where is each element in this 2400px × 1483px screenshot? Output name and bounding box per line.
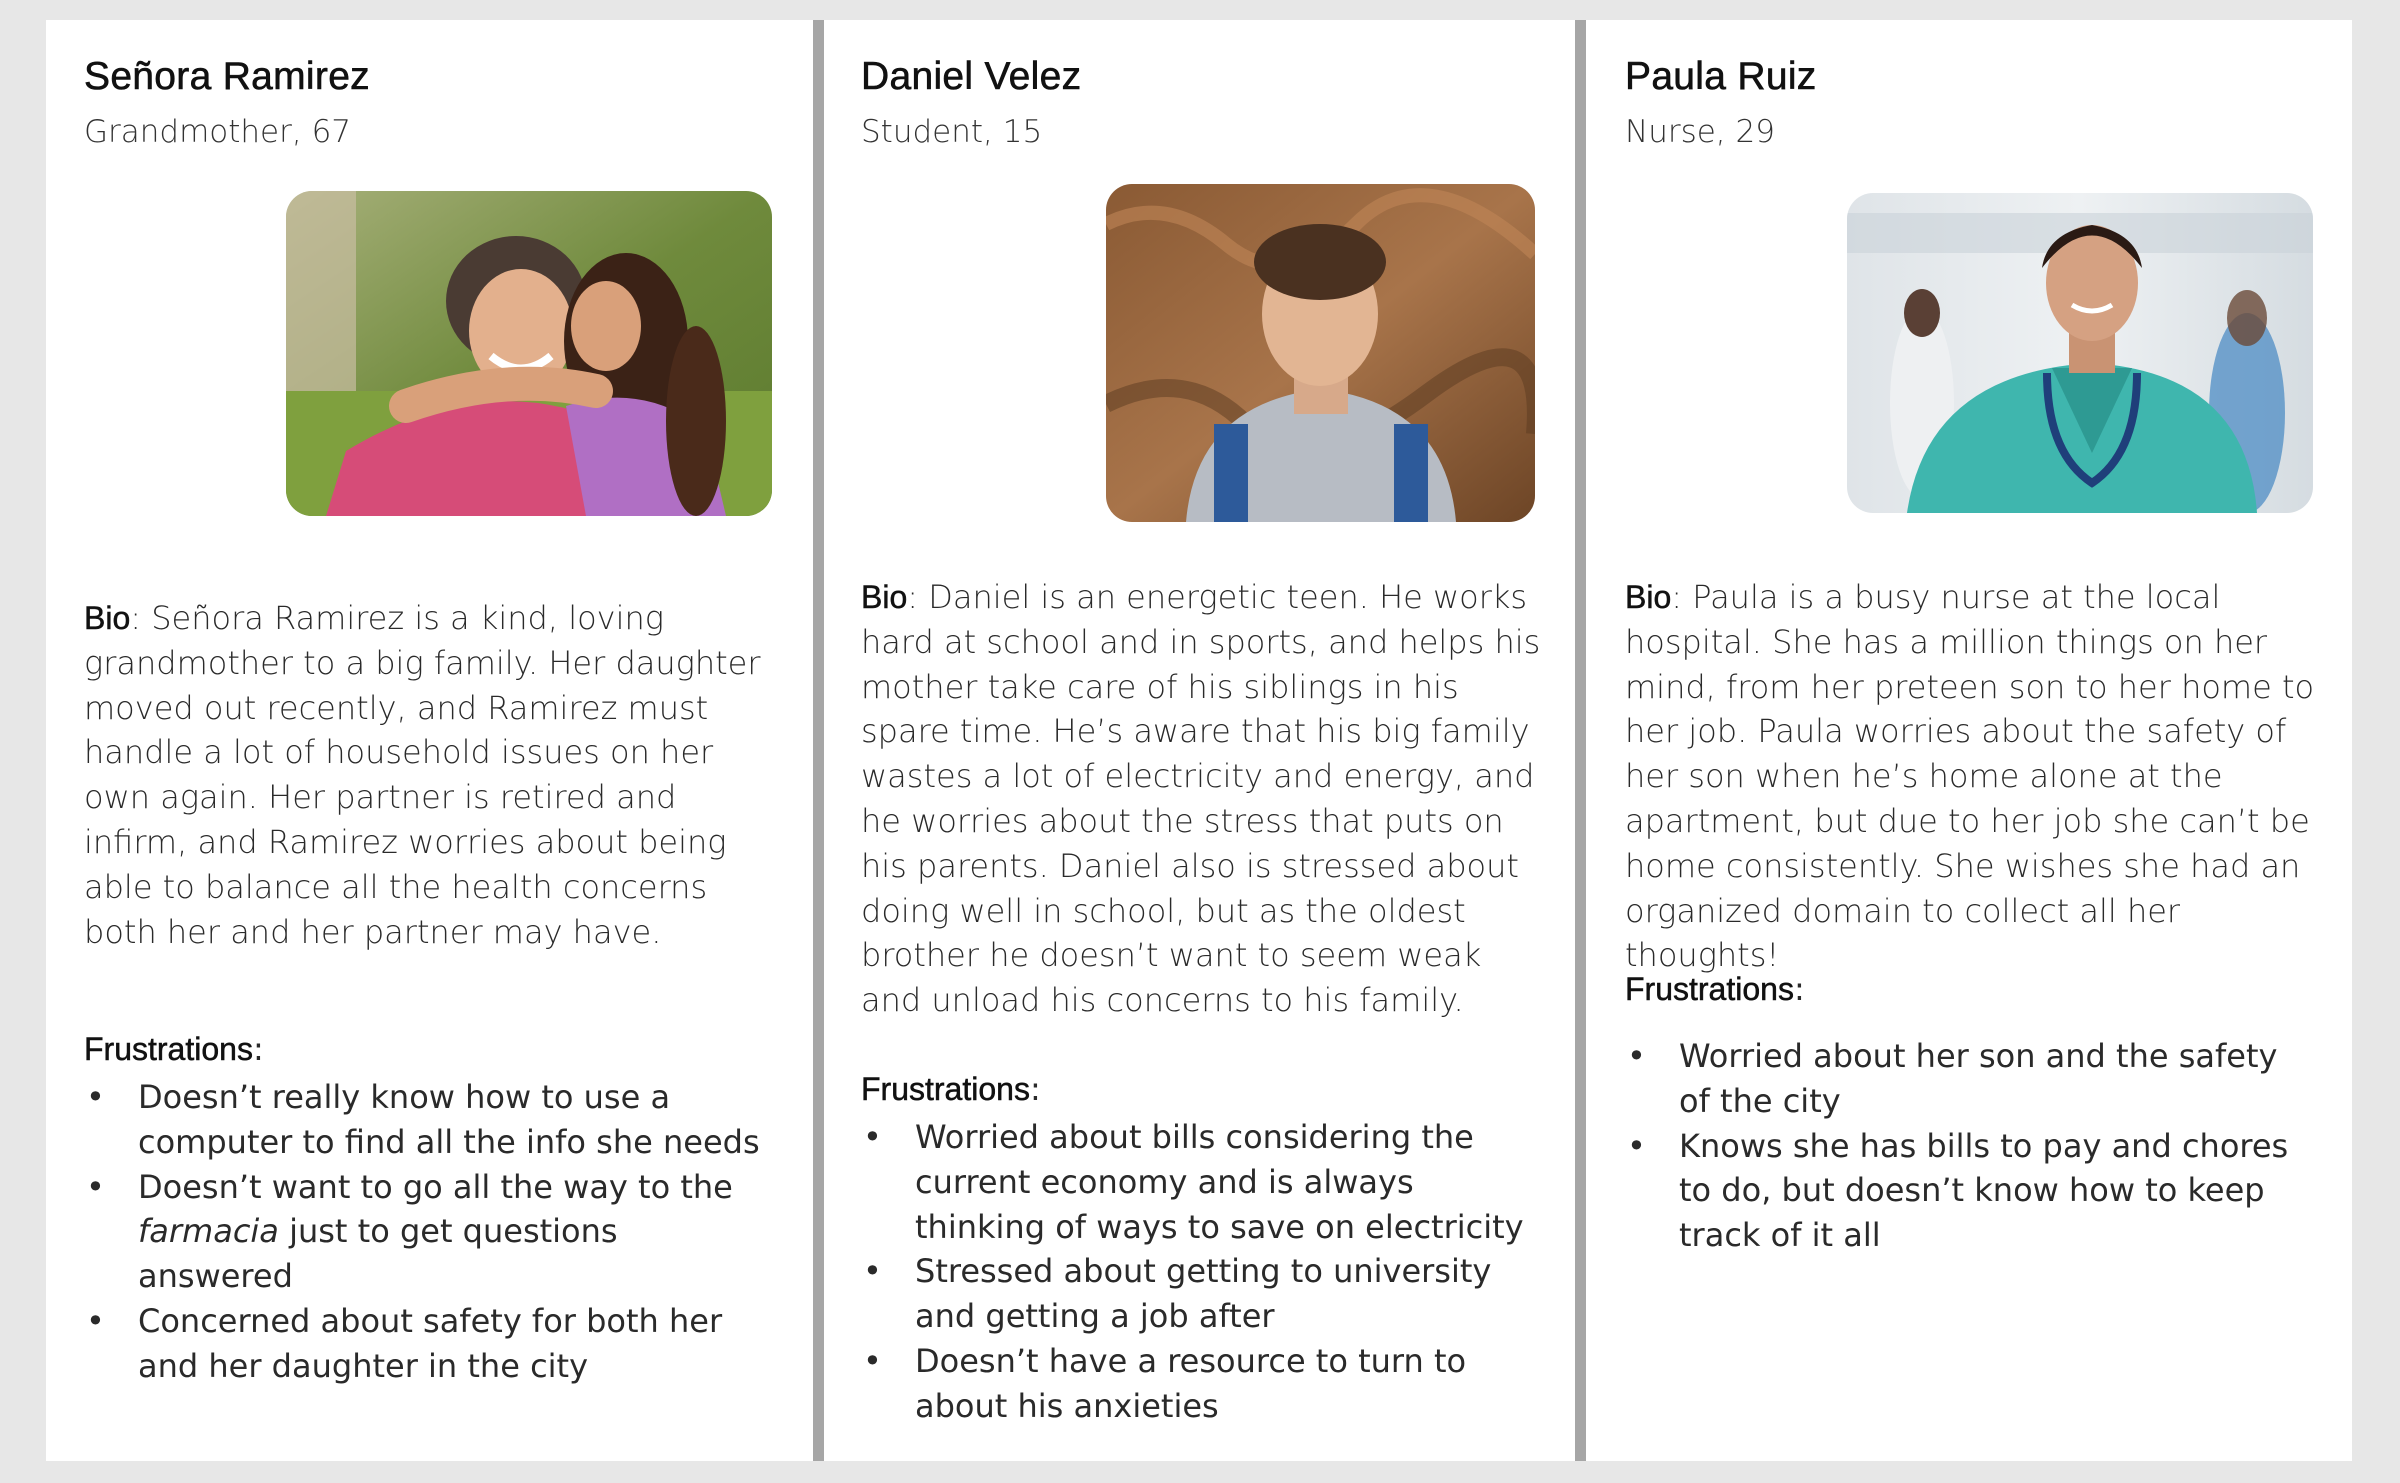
bio-label: Bio — [84, 600, 131, 636]
persona-name: Señora Ramirez — [84, 55, 370, 98]
list-item — [84, 1299, 774, 1389]
persona-card — [46, 20, 813, 1461]
frustrations-list — [84, 1075, 774, 1389]
column-divider — [813, 20, 824, 1461]
frustrations-list — [861, 1115, 1551, 1429]
frustration-text: Concerned about safety for both her and her daughter in the city — [138, 1301, 723, 1385]
frustration-text: Doesn’t want to go all the way to the — [138, 1167, 733, 1206]
frustration-text-after: just to get questions answered — [138, 1212, 618, 1296]
frustration-text: Stressed about getting to university and getting a job after — [915, 1252, 1492, 1336]
frustrations-label: Frustrations — [861, 1071, 1030, 1107]
persona-bio — [1625, 575, 2315, 978]
list-item — [1625, 1034, 2315, 1124]
persona-card — [824, 20, 1575, 1461]
frustration-text: Worried about her son and the safety of the city — [1679, 1037, 2278, 1120]
list-item — [861, 1339, 1551, 1429]
frustrations-heading — [1625, 970, 1805, 1008]
frustration-text: Knows she has bills to pay and chores to do, but doesn’t know how to keep track of it all — [1679, 1126, 2289, 1255]
list-item — [861, 1249, 1551, 1339]
bullet-icon: • — [86, 1301, 105, 1340]
frustrations-list — [1625, 1034, 2315, 1258]
frustration-text: Worried about bills considering the current economy and is always thinking of ways to save on electricity — [915, 1118, 1524, 1246]
persona-card — [1586, 20, 2352, 1461]
frustrations-colon: : — [1029, 1070, 1041, 1108]
nurse-photo — [1847, 193, 2313, 513]
bio-text: : Paula is a busy nurse at the local hospital. She has a million things on her mind, from her preteen son to her home to her job. Paula worries about the safety of her son when he’s home alone at the apartment, but due to her job she can’t be home consistently. She wishes she had an organized domain to collect all her thoughts! — [1625, 578, 2315, 975]
persona-page — [46, 20, 2352, 1461]
frustrations-colon: : — [252, 1030, 264, 1068]
bullet-icon: • — [1627, 1037, 1646, 1075]
frustrations-heading — [861, 1070, 1041, 1108]
persona-bio — [84, 596, 774, 954]
persona-role: Grandmother, 67 — [84, 114, 352, 150]
bio-label: Bio — [861, 579, 908, 615]
frustrations-colon: : — [1793, 970, 1805, 1008]
grandmother-and-granddaughter-photo — [286, 191, 772, 516]
bullet-icon: • — [863, 1252, 882, 1291]
frustration-italic-text: farmacia — [138, 1212, 279, 1251]
bio-text: : Daniel is an energetic teen. He works hard at school and in sports, and helps his mother take care of his siblings in his spare time. He’s aware that his big family wastes a lot of electricity and energy, and he worries about the stress that puts on his parents. Daniel also is stressed about doing well in school, but as the oldest brother he doesn’t want to seem weak and unload his concerns to his family. — [861, 578, 1541, 1020]
frustration-text: Doesn’t have a resource to turn to about his anxieties — [915, 1341, 1467, 1425]
persona-bio — [861, 575, 1551, 1023]
bullet-icon: • — [86, 1078, 105, 1116]
teen-student-photo — [1106, 184, 1535, 522]
column-divider — [1575, 20, 1586, 1461]
frustrations-label: Frustrations — [84, 1031, 253, 1067]
persona-role: Student, 15 — [861, 114, 1043, 150]
frustration-text: Doesn’t really know how to use a computer to find all the info she needs — [138, 1078, 760, 1161]
list-item — [861, 1115, 1551, 1249]
bullet-icon: • — [863, 1341, 882, 1380]
bullet-icon: • — [86, 1167, 105, 1206]
bio-label: Bio — [1625, 579, 1672, 615]
frustrations-label: Frustrations — [1625, 971, 1794, 1007]
bullet-icon: • — [863, 1118, 882, 1156]
list-item — [84, 1075, 774, 1165]
frustrations-heading — [84, 1030, 264, 1068]
persona-name: Daniel Velez — [861, 55, 1082, 98]
list-item — [84, 1165, 774, 1299]
bio-text: : Señora Ramirez is a kind, loving grandmother to a big family. Her daughter moved out recently, and Ramirez must handle a lot of household issues on her own again. Her partner is retired and infirm, and Ramirez worries about being able to balance all the health concerns both her and her partner may have. — [84, 599, 761, 951]
list-item — [1625, 1124, 2315, 1258]
persona-name: Paula Ruiz — [1625, 55, 1817, 98]
bullet-icon: • — [1627, 1126, 1646, 1165]
persona-role: Nurse, 29 — [1625, 114, 1775, 150]
